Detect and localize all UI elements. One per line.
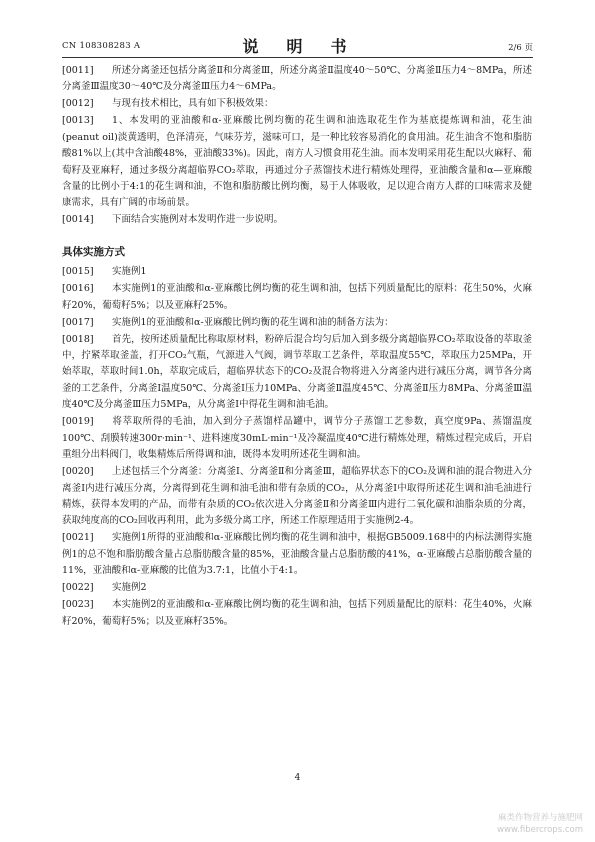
paragraph-text: 实施例1的亚油酸和α-亚麻酸比例均衡的花生调和油的制备方法为： [112, 316, 394, 328]
paragraph-text: 1、本发明的亚油酸和α-亚麻酸比例均衡的花生调和油选取花生作为基底提炼调和油，花生油(peanut oil)淡黄透明，色泽清亮，气味芬芳，滋味可口，是一种比较容易消化的食用油。花生油含不饱和脂肪酸81%以上(其中含油酸48%，亚油酸33%)。因此，南方人习惯食用花生油。而本发明采用花生配以火麻籽、葡萄籽及亚麻籽，通过多级分离超临界CO₂萃取，再通过分子蒸馏技术进行精炼处理得，亚油酸含量和α—亚麻酸含量的比例小于4:1的花生调和油，不饱和脂肪酸比例均衡，易于人体吸收，足以迎合南方人群的口味需求及健康需求，具有广阔的市场前景。 [62, 115, 532, 209]
page-header [62, 34, 533, 56]
site-watermark [497, 812, 583, 836]
paragraph-number: [0023] [62, 599, 94, 611]
paragraph-text: 下面结合实施例对本发明作进一步说明。 [112, 214, 284, 226]
paragraph-0022 [62, 580, 532, 596]
document-title: 说 明 书 [242, 37, 353, 56]
paragraph-text: 本实施例2的亚油酸和α-亚麻酸比例均衡的花生调和油，包括下列质量配比的原料：花生40%，火麻籽20%，葡萄籽5%；以及亚麻籽35%。 [62, 599, 532, 627]
paragraph-0020 [62, 464, 532, 530]
paragraph-number: [0013] [62, 115, 94, 127]
paragraph-number: [0012] [62, 98, 94, 110]
paragraph-number: [0011] [62, 65, 94, 76]
paragraph-0011 [62, 63, 532, 96]
paragraph-0012 [62, 96, 532, 112]
paragraph-number: [0019] [62, 416, 94, 428]
paragraph-0016 [62, 281, 532, 314]
paragraph-number: [0020] [62, 466, 94, 478]
paragraph-0017 [62, 315, 532, 331]
watermark-title: 麻类作物营养与施肥网 [497, 813, 583, 823]
paragraph-0023 [62, 597, 532, 630]
paragraph-text: 将萃取所得的毛油，加入到分子蒸馏样品罐中，调节分子蒸馏工艺参数，真空度9Pa、蒸馏温度100℃、刮膜转速300r·min⁻¹、进料速度30mL·min⁻¹及冷凝温度40℃进行精炼处理，精炼过程完成后，开启重组分出料阀门，收集精炼后所得调和油，既得本发明所述花生调和油。 [62, 416, 532, 461]
patent-number: CN 108308283 A [62, 41, 141, 51]
paragraph-number: [0018] [62, 333, 94, 345]
paragraph-text: 首先，按所述质量配比称取原材料，粉碎后混合均匀后加入到多级分离超临界CO₂萃取设备的萃取釜中，拧紧萃取釜盖，打开CO₂气瓶，气源进入气阀，调节萃取工艺条件，萃取温度55℃，萃取压力25MPa，开始萃取，萃取时间1.0h，萃取完成后，超临界状态下的CO₂及混合物将进入分离釜内进行减压分离，调节各分离釜的工艺条件，分离釜Ⅰ温度50℃、分离釜Ⅰ压力10MPa、分离釜Ⅱ温度45℃、分离釜Ⅱ压力8MPa、分离釜Ⅲ温度40℃及分离釜Ⅲ压力5MPa，从分离釜Ⅰ中得花生调和油毛油。 [62, 333, 532, 411]
watermark-url: www.fibercrops.com [497, 825, 583, 835]
paragraph-0013 [62, 113, 532, 211]
paragraph-number: [0021] [62, 532, 94, 544]
paragraph-text: 实施例1 [112, 266, 147, 278]
paragraph-text: 上述包括三个分离釜：分离釜Ⅰ、分离釜Ⅱ和分离釜Ⅲ，超临界状态下的CO₂及调和油的混合物进入分离釜Ⅰ内进行减压分离，分离得到花生调和油毛油和带有杂质的CO₂，从分离釜Ⅰ中取得所述花生调和油毛油进行精炼，获得本发明的产品，而带有杂质的CO₂依次进入分离釜Ⅱ和分离釜Ⅲ内进行二氧化碳和油脂杂质的分离，获取纯度高的CO₂回收再利用，此为多级分离工序，所述工作原理适用于实施例2-4。 [62, 466, 532, 527]
paragraph-text: 所述分离釜还包括分离釜Ⅱ和分离釜Ⅲ，所述分离釜Ⅱ温度40～50℃、分离釜Ⅱ压力4～8MPa，所述分离釜Ⅲ温度30～40℃及分离釜Ⅲ压力4～6MPa。 [62, 65, 532, 93]
paragraph-0018 [62, 332, 532, 414]
paragraph-number: [0022] [62, 582, 94, 594]
header-divider [62, 57, 533, 58]
paragraph-number: [0016] [62, 283, 94, 295]
paragraph-text: 实施例2 [112, 582, 147, 594]
paragraph-number: [0017] [62, 316, 94, 328]
paragraph-0015 [62, 264, 532, 280]
paragraph-text: 实施例1所得的亚油酸和α-亚麻酸比例均衡的花生调和油中，根据GB5009.168中的内标法测得实施例1的总不饱和脂肪酸含量占总脂肪酸含量的85%，亚油酸含量占总脂肪酸的41%，α-亚麻酸占总脂肪酸含量的11%，亚油酸和α-亚麻酸的比值为3.7:1，比值小于4:1。 [62, 532, 532, 577]
paragraph-text: 与现有技术相比，具有如下积极效果： [112, 98, 274, 110]
paragraph-0014 [62, 212, 532, 228]
paragraph-number: [0014] [62, 214, 94, 226]
section-heading: 具体实施方式 [62, 245, 125, 258]
paragraph-0021 [62, 530, 532, 579]
page-number: 4 [294, 773, 301, 783]
paragraph-text: 本实施例1的亚油酸和α-亚麻酸比例均衡的花生调和油，包括下列质量配比的原料：花生50%，火麻籽20%，葡萄籽5%；以及亚麻籽25%。 [62, 283, 532, 311]
document-body [62, 63, 532, 631]
paragraph-number: [0015] [62, 266, 94, 278]
page-indicator: 2/6 页 [508, 43, 533, 53]
paragraph-0019 [62, 414, 532, 463]
